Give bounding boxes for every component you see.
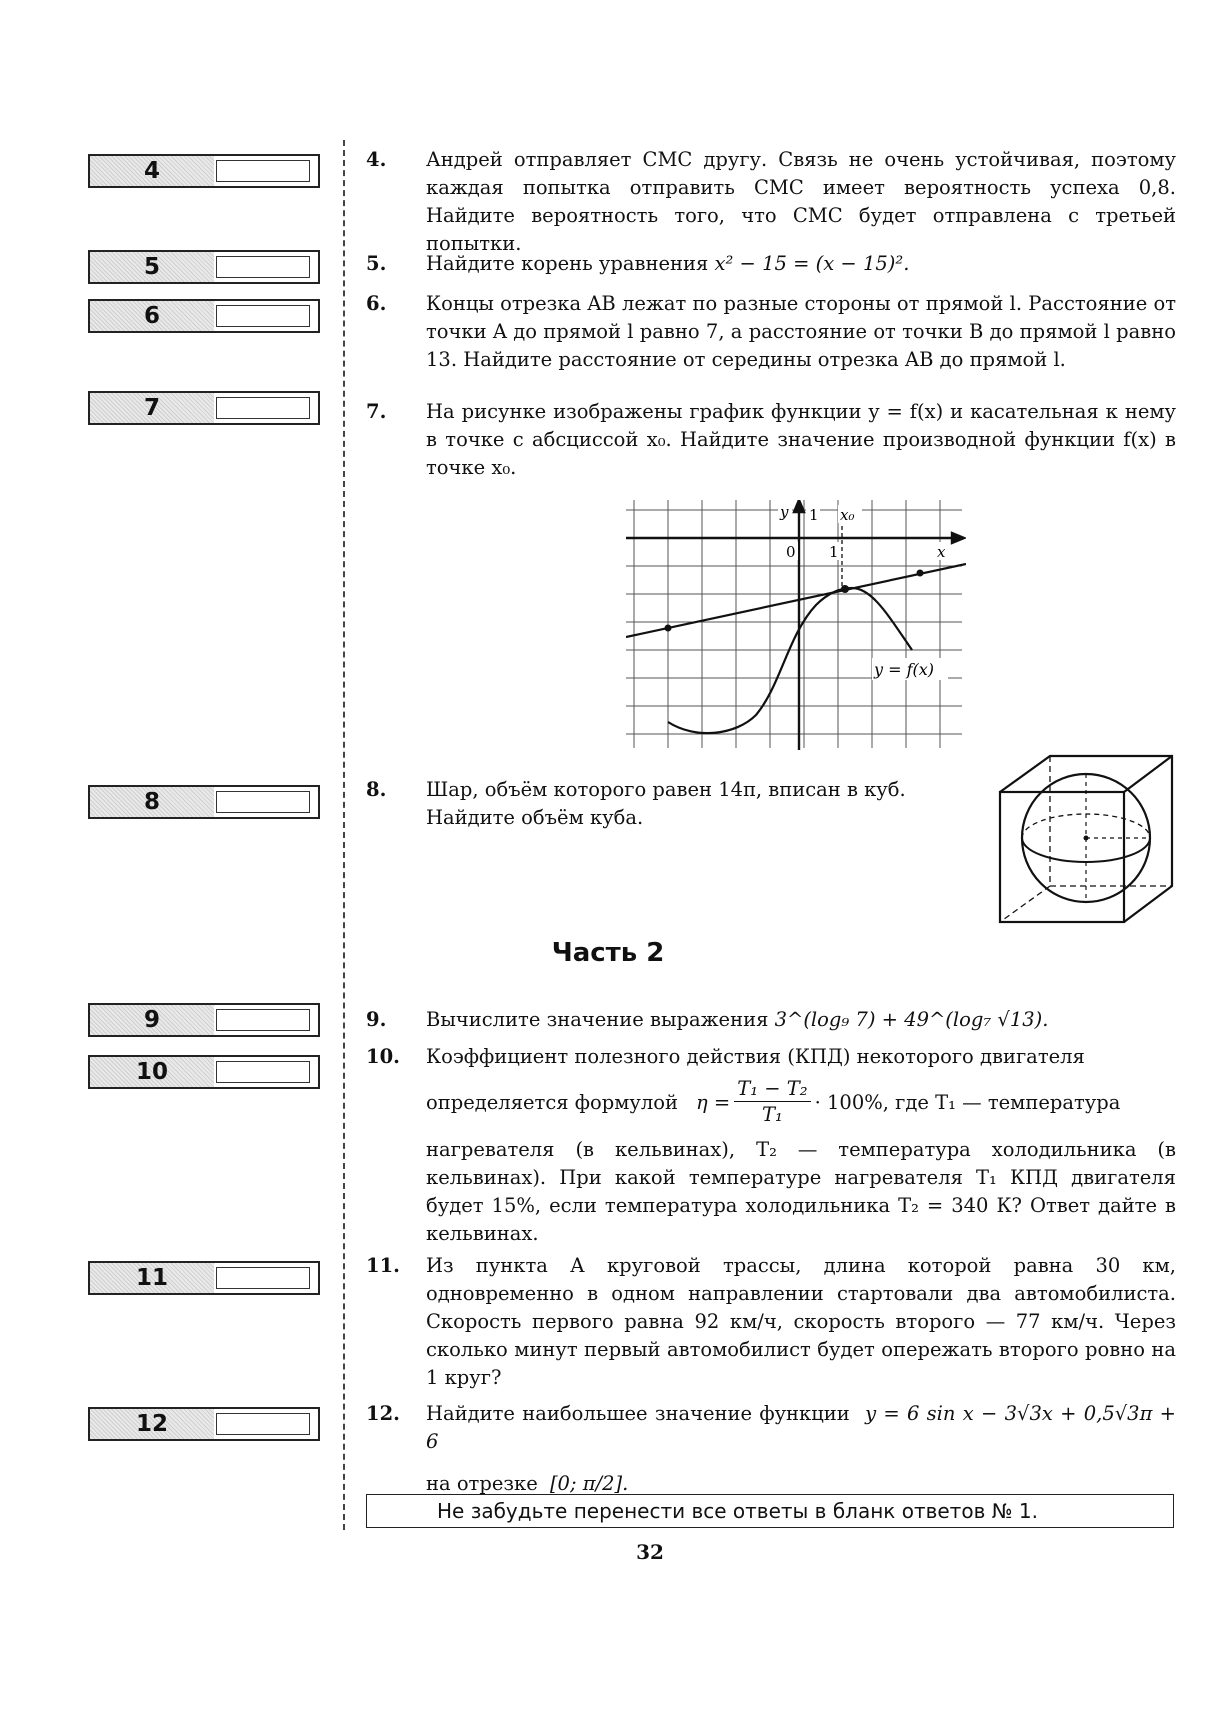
answer-input-11[interactable] (216, 1267, 310, 1289)
expression: 3^(log₉ 7) + 49^(log₇ √13). (774, 1008, 1049, 1031)
task-number: 6. (366, 292, 387, 315)
answer-box-5 (88, 250, 320, 284)
answer-box-number: 6 (90, 301, 214, 331)
task-10 (366, 1043, 1176, 1248)
formula-line (426, 1077, 1176, 1128)
page-number: 32 (636, 1540, 664, 1564)
function-label: y = f(x) (874, 660, 935, 679)
task-body (426, 1400, 1176, 1498)
equation: x² − 15 = (x − 15)². (714, 252, 910, 275)
eta-symbol: η = (696, 1090, 731, 1114)
answer-input-10[interactable] (216, 1061, 310, 1083)
answer-box-6 (88, 299, 320, 333)
cube-sphere-figure (996, 752, 1176, 930)
task-text: Вычислите значение выражения (426, 1008, 769, 1031)
y-axis-label: y (780, 503, 789, 521)
answer-box-7 (88, 391, 320, 425)
tick-label-1: 1 (809, 506, 819, 524)
task-9 (366, 1006, 1176, 1034)
part-title: Часть 2 (551, 938, 665, 968)
point-right (917, 570, 924, 577)
function-graph (626, 500, 966, 750)
answer-input-6[interactable] (216, 305, 310, 327)
origin-label: 0 (786, 543, 796, 561)
answer-box-4 (88, 154, 320, 188)
task-12 (366, 1400, 1176, 1498)
answer-box-12 (88, 1407, 320, 1441)
interval-intro: на отрезке (426, 1472, 538, 1495)
fraction-denominator: T₁ (762, 1103, 783, 1126)
task-text-line1: Коэффициент полезного действия (КПД) некоторого двигателя (426, 1045, 1085, 1068)
task-text: Концы отрезка AB лежат по разные стороны от прямой l. Расстояние от точки A до прямой l равно 7, а расстояние от точки B до прямой l равно 13. Найдите расстояние от середины отрезка AB до прямой l. (426, 292, 1176, 371)
task-text: Найдите корень уравнения (426, 252, 709, 275)
answer-box-number: 4 (90, 156, 214, 186)
task-number: 5. (366, 252, 387, 275)
task-number: 4. (366, 148, 387, 171)
answer-box-number: 9 (90, 1005, 214, 1035)
answer-box-9 (88, 1003, 320, 1037)
task-7 (366, 398, 1176, 482)
task-6 (366, 290, 1176, 374)
task-body (426, 1043, 1176, 1248)
reminder-box: Не забудьте перенести все ответы в бланк ответов № 1. (366, 1494, 1174, 1528)
task-number: 8. (366, 778, 387, 801)
task-number: 10. (366, 1045, 400, 1068)
function-formula: y = 6 sin x − 3√3x + 0,5√3π + 6 (426, 1402, 1177, 1453)
task-11 (366, 1252, 1176, 1392)
answer-box-8 (88, 785, 320, 819)
answer-box-number: 12 (90, 1409, 214, 1439)
formula-tail: · 100%, где T₁ — температура (814, 1090, 1121, 1114)
answer-box-number: 10 (90, 1057, 214, 1087)
task-text: Шар, объём которого равен 14π, вписан в куб. Найдите объём куба. (426, 778, 906, 829)
cut-line (343, 140, 345, 1530)
task-line1 (426, 1400, 1176, 1456)
answer-box-number: 11 (90, 1263, 214, 1293)
x0-label: x₀ (840, 506, 855, 524)
task-8 (366, 776, 926, 832)
x-axis-label: x (937, 543, 946, 561)
answer-box-number: 7 (90, 393, 214, 423)
task-4 (366, 146, 1176, 258)
task-5 (366, 250, 1176, 278)
task-text-rest: нагревателя (в кельвинах), T₂ — температура холодильника (в кельвинах). При какой температуре нагревателя T₁ КПД двигателя будет 15%, если температура холодильника T₂ = 340 К? Ответ дайте в кельвинах. (426, 1138, 1176, 1245)
fraction-numerator: T₁ − T₂ (734, 1077, 810, 1102)
answer-input-7[interactable] (216, 397, 310, 419)
task-number: 11. (366, 1254, 400, 1277)
task-text: Из пункта А круговой трассы, длина которой равна 30 км, одновременно в одном направлении стартовали два автомобилиста. Скорость первого равна 92 км/ч, скорость второго — 77 км/ч. Через сколько минут первый автомобилист будет опережать второго ровно на 1 круг? (426, 1254, 1176, 1389)
task-body (426, 1006, 1176, 1034)
answer-box-number: 5 (90, 252, 214, 282)
task-number: 7. (366, 400, 387, 423)
answer-box-11 (88, 1261, 320, 1295)
efficiency-fraction (734, 1077, 810, 1128)
interval: [0; π/2]. (549, 1472, 629, 1495)
answer-input-9[interactable] (216, 1009, 310, 1031)
tangent-point (841, 585, 849, 593)
task-text: Андрей отправляет СМС другу. Связь не очень устойчивая, поэтому каждая попытка отправить СМС имеет вероятность успеха 0,8. Найдите вероятность того, что СМС будет отправлена с третьей попытки. (426, 148, 1176, 255)
answer-input-4[interactable] (216, 160, 310, 182)
answer-input-8[interactable] (216, 791, 310, 813)
task-text: Найдите наибольшее значение функции (426, 1402, 850, 1425)
task-body (426, 250, 1176, 278)
answer-box-number: 8 (90, 787, 214, 817)
formula-intro: определяется формулой (426, 1090, 678, 1114)
task-number: 12. (366, 1402, 400, 1425)
answer-box-10 (88, 1055, 320, 1089)
answer-input-12[interactable] (216, 1413, 310, 1435)
point-left (665, 625, 672, 632)
answer-input-5[interactable] (216, 256, 310, 278)
task-number: 9. (366, 1008, 387, 1031)
x-tick-label-1: 1 (829, 543, 839, 561)
task-text: На рисунке изображены график функции y = f(x) и касательная к нему в точке с абсциссой x₀. Найдите значение производной функции f(x) в точке x₀. (426, 400, 1176, 479)
tangent-line (626, 564, 966, 637)
